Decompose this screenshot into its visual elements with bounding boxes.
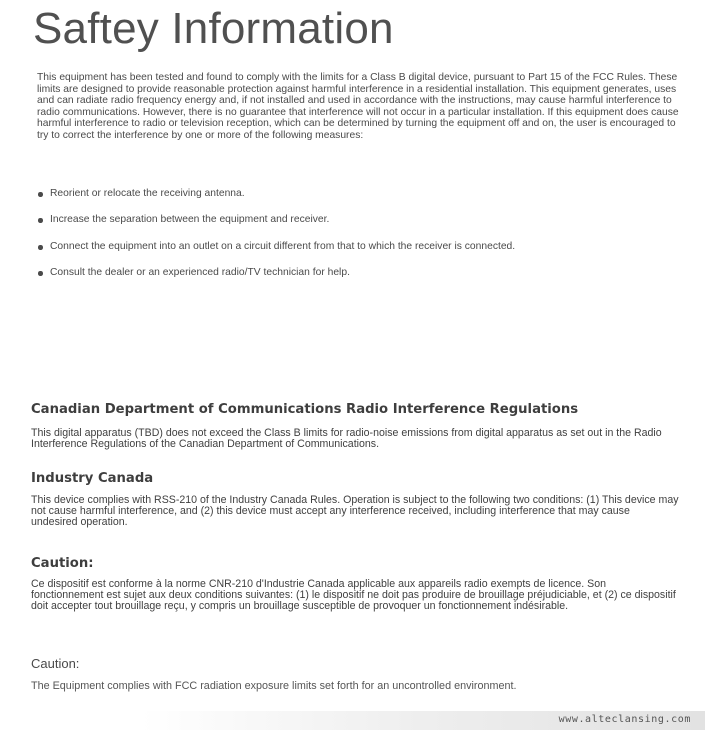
- fcc-measures-list: [37, 188, 687, 279]
- caution-rf-heading: Caution:: [31, 656, 80, 671]
- industry-canada-paragraph: This device complies with RSS-210 of the Industry Canada Rules. Operation is subject to the following two conditions: (1) This device may not cause harmful interference, and (2) this device must accept any interference received, including interference that may cause undesired operation.: [31, 494, 679, 528]
- caution-french-heading: Caution:: [31, 556, 94, 571]
- canadian-doc-paragraph: This digital apparatus (TBD) does not exceed the Class B limits for radio-noise emissions from digital apparatus as set out in the Radio Interference Regulations of the Canadian Department of Communications.: [31, 427, 662, 450]
- caution-rf-paragraph: The Equipment complies with FCC radiation exposure limits set forth for an uncontrolled environment.: [31, 680, 517, 692]
- industry-canada-heading: Industry Canada: [31, 471, 154, 486]
- list-item: Connect the equipment into an outlet on a circuit different from that to which the receiver is connected.: [37, 241, 687, 253]
- page-title: Saftey Information: [33, 4, 394, 53]
- fcc-intro-paragraph: This equipment has been tested and found to comply with the limits for a Class B digital device, pursuant to Part 15 of the FCC Rules. These limits are designed to provide reasonable protection against harmful interference in a residential installation. This equipment generates, uses and can radiate radio frequency energy and, if not installed and used in accordance with the instructions, may cause harmful interference to radio communications. However, there is no guarantee that interference will not occur in a particular installation. If this equipment does cause harmful interference to radio or television reception, which can be determined by turning the equipment off and on, the user is encouraged to try to correct the interference by one or more of the following measures:: [37, 72, 679, 141]
- footer-url: www.alteclansing.com: [558, 714, 691, 725]
- list-item: Reorient or relocate the receiving antenna.: [37, 188, 687, 200]
- list-item: Increase the separation between the equipment and receiver.: [37, 214, 687, 226]
- caution-french-paragraph: Ce dispositif est conforme à la norme CNR-210 d'Industrie Canada applicable aux appareils radio exempts de licence. Son fonctionnement est sujet aux deux conditions suivantes: (1) le dispositif ne doit pas produire de brouillage préjudiciable, et (2) ce dispositif doit accepter tout brouillage reçu, y compris un brouillage susceptible de provoquer un fonctionnement indésirable.: [31, 578, 676, 612]
- canadian-doc-heading: Canadian Department of Communications Radio Interference Regulations: [31, 402, 579, 417]
- list-item: Consult the dealer or an experienced radio/TV technician for help.: [37, 267, 395, 279]
